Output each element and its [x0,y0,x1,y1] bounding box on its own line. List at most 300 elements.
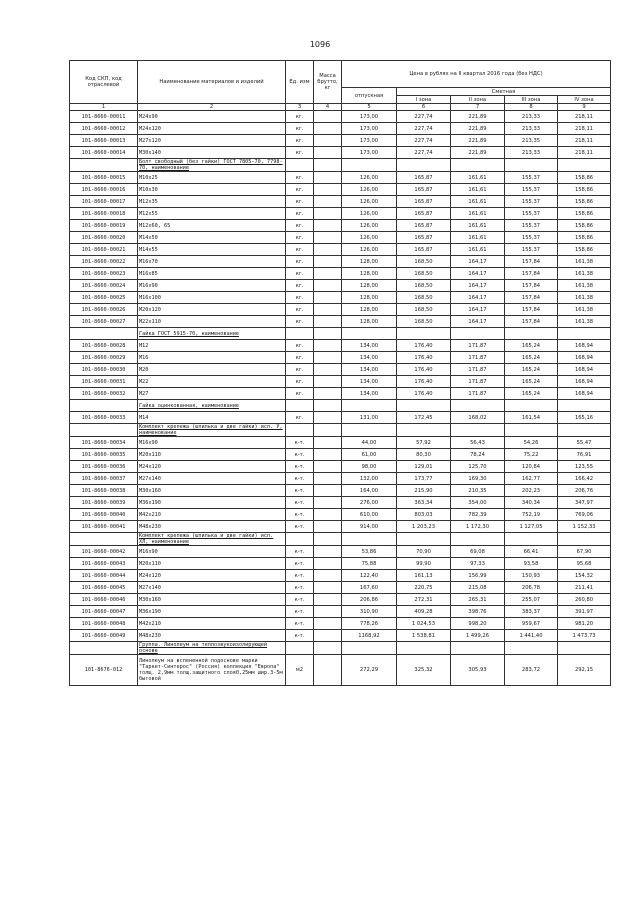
mass-cell [314,655,342,686]
release-price-cell: 310,90 [342,606,397,618]
zone-3-price-cell: 162,77 [505,473,558,485]
empty-cell [451,533,505,546]
zone-3-price-cell: 752,19 [505,509,558,521]
zone-4-price-cell: 168,94 [558,376,611,388]
unit-cell: к-т. [286,449,314,461]
unit-cell: кг. [286,388,314,400]
code-cell: 101-8660-00034 [70,437,138,449]
zone-4-price-cell: 158,86 [558,220,611,232]
zone-3-price-cell: 206,78 [505,582,558,594]
mass-cell [314,111,342,123]
empty-cell [397,533,451,546]
unit-cell: к-т. [286,437,314,449]
zone-3-price-cell: 165,24 [505,376,558,388]
header-mass: Масса брутто, кг [314,61,342,104]
mass-cell [314,304,342,316]
table-row [70,220,611,232]
zone-3-price-cell: 202,23 [505,485,558,497]
zone-4-price-cell: 211,41 [558,582,611,594]
name-cell: Линолеум на вспененной подоснове марки "Таркет-Синтерос" (Россия) коллекция "Европа" толщ. 2,9мм толщ.защитного слоя0,25мм шир.3-5м бытовой [138,655,286,686]
zone-2-price-cell: 210,35 [451,485,505,497]
zone-2-price-cell: 398,76 [451,606,505,618]
name-cell: M16 [138,352,286,364]
zone-3-price-cell: 213,33 [505,147,558,159]
empty-cell [286,400,314,412]
zone-4-price-cell: 161,38 [558,280,611,292]
col-number: 9 [558,104,611,111]
name-cell: M36x190 [138,606,286,618]
table-row [70,521,611,533]
name-cell: M16x85 [138,268,286,280]
release-price-cell: 173,00 [342,135,397,147]
name-cell: M14x50 [138,232,286,244]
table-row [70,461,611,473]
unit-cell: кг. [286,111,314,123]
zone-1-price-cell: 165,87 [397,208,451,220]
zone-1-price-cell: 227,74 [397,123,451,135]
zone-2-price-cell: 125,70 [451,461,505,473]
zone-4-price-cell: 218,11 [558,135,611,147]
name-cell: M27x120 [138,135,286,147]
header-zone-3: III зона [505,96,558,104]
group-row [70,328,611,340]
empty-cell [314,642,342,655]
zone-1-price-cell: 1 203,23 [397,521,451,533]
table-row [70,111,611,123]
name-cell: M12x35 [138,196,286,208]
mass-cell [314,449,342,461]
mass-cell [314,364,342,376]
name-cell: M27x140 [138,473,286,485]
release-price-cell: 126,00 [342,244,397,256]
empty-cell [286,424,314,437]
unit-cell: кг. [286,196,314,208]
name-cell: M16x100 [138,292,286,304]
mass-cell [314,497,342,509]
zone-3-price-cell: 165,24 [505,388,558,400]
zone-2-price-cell: 171,87 [451,352,505,364]
unit-cell: кг. [286,376,314,388]
code-cell: 101-8660-00041 [70,521,138,533]
zone-4-price-cell: 391,97 [558,606,611,618]
table-row [70,147,611,159]
zone-3-price-cell: 157,84 [505,316,558,328]
zone-1-price-cell: 176,40 [397,376,451,388]
unit-cell: кг. [286,316,314,328]
empty-cell [342,328,397,340]
group-row [70,424,611,437]
release-price-cell: 134,00 [342,352,397,364]
name-cell: M22 [138,376,286,388]
unit-cell: к-т. [286,473,314,485]
name-cell: M30x140 [138,147,286,159]
table-row [70,655,611,686]
code-cell: 101-8660-00038 [70,485,138,497]
name-cell: M20x110 [138,558,286,570]
release-price-cell: 126,00 [342,184,397,196]
header-zone-4: IV зона [558,96,611,104]
zone-4-price-cell: 161,38 [558,304,611,316]
release-price-cell: 128,00 [342,280,397,292]
unit-cell: к-т. [286,485,314,497]
empty-cell [397,424,451,437]
table-row [70,558,611,570]
empty-cell [451,400,505,412]
table-row [70,594,611,606]
zone-1-price-cell: 227,74 [397,111,451,123]
name-cell: M14 [138,412,286,424]
mass-cell [314,256,342,268]
empty-cell [286,159,314,172]
release-price-cell: 778,26 [342,618,397,630]
empty-cell [505,424,558,437]
zone-1-price-cell: 1 538,81 [397,630,451,642]
code-cell [70,533,138,546]
zone-3-price-cell: 157,84 [505,304,558,316]
zone-4-price-cell: 161,38 [558,256,611,268]
zone-4-price-cell: 218,11 [558,147,611,159]
zone-2-price-cell: 221,89 [451,123,505,135]
empty-cell [505,328,558,340]
release-price-cell: 206,86 [342,594,397,606]
zone-3-price-cell: 157,84 [505,268,558,280]
table-row [70,316,611,328]
zone-1-price-cell: 70,90 [397,546,451,558]
unit-cell: к-т. [286,521,314,533]
release-price-cell: 610,00 [342,509,397,521]
unit-cell: к-т. [286,570,314,582]
name-cell: M16x90 [138,280,286,292]
table-row [70,280,611,292]
zone-4-price-cell: 769,06 [558,509,611,521]
code-cell: 101-8660-00020 [70,232,138,244]
unit-cell: кг. [286,123,314,135]
mass-cell [314,388,342,400]
zone-1-price-cell: 803,03 [397,509,451,521]
unit-cell: кг. [286,244,314,256]
mass-cell [314,606,342,618]
name-cell: M16x90 [138,437,286,449]
empty-cell [451,642,505,655]
empty-cell [314,424,342,437]
table-row [70,497,611,509]
zone-3-price-cell: 165,24 [505,340,558,352]
zone-2-price-cell: 1 499,26 [451,630,505,642]
zone-1-price-cell: 363,34 [397,497,451,509]
empty-cell [342,159,397,172]
release-price-cell: 134,00 [342,340,397,352]
zone-2-price-cell: 782,39 [451,509,505,521]
mass-cell [314,220,342,232]
zone-4-price-cell: 168,94 [558,340,611,352]
zone-2-price-cell: 171,87 [451,340,505,352]
mass-cell [314,340,342,352]
zone-3-price-cell: 120,84 [505,461,558,473]
code-cell: 101-8660-00017 [70,196,138,208]
code-cell: 101-8660-00029 [70,352,138,364]
mass-cell [314,123,342,135]
table-row [70,292,611,304]
mass-cell [314,208,342,220]
zone-2-price-cell: 164,17 [451,316,505,328]
mass-cell [314,184,342,196]
zone-1-price-cell: 168,50 [397,280,451,292]
code-cell: 101-8660-00011 [70,111,138,123]
name-cell: M27 [138,388,286,400]
column-numbers-row [70,104,611,111]
empty-cell [342,642,397,655]
empty-cell [505,159,558,172]
zone-1-price-cell: 272,31 [397,594,451,606]
unit-cell: кг. [286,220,314,232]
zone-2-price-cell: 164,17 [451,280,505,292]
zone-1-price-cell: 168,50 [397,256,451,268]
mass-cell [314,594,342,606]
zone-3-price-cell: 283,72 [505,655,558,686]
zone-2-price-cell: 221,89 [451,135,505,147]
zone-3-price-cell: 383,37 [505,606,558,618]
zone-1-price-cell: 168,50 [397,316,451,328]
mass-cell [314,509,342,521]
table-row [70,618,611,630]
empty-cell [314,159,342,172]
zone-3-price-cell: 155,37 [505,232,558,244]
unit-cell: к-т. [286,558,314,570]
release-price-cell: 134,00 [342,388,397,400]
table-row [70,582,611,594]
release-price-cell: 173,00 [342,123,397,135]
release-price-cell: 128,00 [342,268,397,280]
header-price-title: Цена в рублях на II квартал 2016 года (без НДС) [342,61,611,88]
empty-cell [342,400,397,412]
zone-3-price-cell: 155,37 [505,172,558,184]
zone-4-price-cell: 168,94 [558,388,611,400]
mass-cell [314,521,342,533]
release-price-cell: 132,00 [342,473,397,485]
zone-3-price-cell: 155,37 [505,208,558,220]
code-cell: 101-8660-00014 [70,147,138,159]
mass-cell [314,376,342,388]
table-body [70,111,611,686]
zone-4-price-cell: 260,80 [558,594,611,606]
zone-4-price-cell: 292,15 [558,655,611,686]
col-number: 1 [70,104,138,111]
table-row [70,546,611,558]
code-cell [70,159,138,172]
code-cell: 101-8660-00039 [70,497,138,509]
mass-cell [314,630,342,642]
col-number: 2 [138,104,286,111]
zone-1-price-cell: 227,74 [397,135,451,147]
zone-3-price-cell: 161,54 [505,412,558,424]
code-cell: 101-8660-00022 [70,256,138,268]
unit-cell: м2 [286,655,314,686]
zone-1-price-cell: 129,01 [397,461,451,473]
unit-cell: кг. [286,208,314,220]
mass-cell [314,172,342,184]
header-zone-2: II зона [451,96,505,104]
zone-2-price-cell: 305,93 [451,655,505,686]
mass-cell [314,316,342,328]
mass-cell [314,558,342,570]
empty-cell [451,159,505,172]
release-price-cell: 167,60 [342,582,397,594]
price-table [69,60,611,686]
header-unit: Ед. изм [286,61,314,104]
table-row [70,630,611,642]
zone-2-price-cell: 161,61 [451,220,505,232]
zone-2-price-cell: 161,61 [451,232,505,244]
col-number: 5 [342,104,397,111]
zone-1-price-cell: 80,30 [397,449,451,461]
group-name: Гайка оцинкованная, наименование [138,400,286,412]
group-name: Группа. Линолеум на теплозвукоизолирующей основе [138,642,286,655]
table-row [70,352,611,364]
empty-cell [558,159,611,172]
table-row [70,509,611,521]
code-cell: 101-8660-00023 [70,268,138,280]
table-row [70,135,611,147]
page-number: 1096 [309,40,331,49]
zone-2-price-cell: 171,87 [451,364,505,376]
name-cell: M12 [138,340,286,352]
name-cell: M42x210 [138,618,286,630]
table-row [70,412,611,424]
zone-3-price-cell: 155,37 [505,220,558,232]
code-cell [70,642,138,655]
table-row [70,172,611,184]
zone-1-price-cell: 215,90 [397,485,451,497]
zone-2-price-cell: 215,08 [451,582,505,594]
release-price-cell: 75,88 [342,558,397,570]
zone-2-price-cell: 161,61 [451,172,505,184]
release-price-cell: 128,00 [342,304,397,316]
zone-1-price-cell: 165,87 [397,196,451,208]
zone-2-price-cell: 221,89 [451,111,505,123]
release-price-cell: 98,00 [342,461,397,473]
empty-cell [397,642,451,655]
zone-2-price-cell: 354,00 [451,497,505,509]
zone-3-price-cell: 75,22 [505,449,558,461]
zone-3-price-cell: 213,33 [505,111,558,123]
release-price-cell: 128,00 [342,292,397,304]
code-cell: 101-8660-00030 [70,364,138,376]
zone-1-price-cell: 168,50 [397,268,451,280]
group-row [70,400,611,412]
empty-cell [286,642,314,655]
name-cell: M30x160 [138,485,286,497]
group-row [70,533,611,546]
code-cell: 101-8660-00043 [70,558,138,570]
zone-3-price-cell: 165,24 [505,352,558,364]
code-cell: 101-8660-00049 [70,630,138,642]
mass-cell [314,582,342,594]
code-cell: 101-8660-00012 [70,123,138,135]
table-row [70,256,611,268]
group-name: Комплект крепежа (шпилька и две гайки) исп. ХЛ, наименование [138,533,286,546]
empty-cell [342,533,397,546]
zone-2-price-cell: 164,17 [451,304,505,316]
mass-cell [314,147,342,159]
zone-2-price-cell: 171,87 [451,388,505,400]
zone-1-price-cell: 409,28 [397,606,451,618]
code-cell: 101-8660-00021 [70,244,138,256]
release-price-cell: 914,00 [342,521,397,533]
unit-cell: кг. [286,184,314,196]
name-cell: M22x110 [138,316,286,328]
empty-cell [397,400,451,412]
empty-cell [397,159,451,172]
zone-4-price-cell: 158,86 [558,172,611,184]
code-cell: 101-8660-00047 [70,606,138,618]
zone-3-price-cell: 66,41 [505,546,558,558]
mass-cell [314,196,342,208]
header-name: Наименование материалов и изделий [138,61,286,104]
unit-cell: к-т. [286,509,314,521]
name-cell: M48x230 [138,630,286,642]
zone-4-price-cell: 158,86 [558,196,611,208]
release-price-cell: 44,00 [342,437,397,449]
code-cell: 101-8660-00032 [70,388,138,400]
zone-3-price-cell: 155,37 [505,196,558,208]
zone-3-price-cell: 157,84 [505,256,558,268]
table-row [70,244,611,256]
header-release: отпускная [342,88,397,104]
zone-1-price-cell: 1 024,53 [397,618,451,630]
zone-3-price-cell: 340,34 [505,497,558,509]
zone-2-price-cell: 169,30 [451,473,505,485]
code-cell: 101-8660-00040 [70,509,138,521]
unit-cell: кг. [286,364,314,376]
zone-2-price-cell: 156,99 [451,570,505,582]
zone-1-price-cell: 220,75 [397,582,451,594]
zone-4-price-cell: 161,38 [558,292,611,304]
empty-cell [314,328,342,340]
zone-1-price-cell: 57,92 [397,437,451,449]
name-cell: M16x90 [138,546,286,558]
name-cell: M24x120 [138,461,286,473]
release-price-cell: 126,00 [342,208,397,220]
zone-1-price-cell: 176,40 [397,340,451,352]
code-cell: 101-8660-00031 [70,376,138,388]
zone-1-price-cell: 172,45 [397,412,451,424]
zone-4-price-cell: 158,86 [558,208,611,220]
empty-cell [505,642,558,655]
mass-cell [314,473,342,485]
code-cell: 101-8660-00044 [70,570,138,582]
zone-2-price-cell: 56,43 [451,437,505,449]
unit-cell: к-т. [286,618,314,630]
col-number: 7 [451,104,505,111]
name-cell: M10x25 [138,172,286,184]
code-cell: 101-8660-00016 [70,184,138,196]
zone-1-price-cell: 165,87 [397,244,451,256]
zone-1-price-cell: 176,40 [397,352,451,364]
code-cell: 101-8660-00036 [70,461,138,473]
mass-cell [314,570,342,582]
zone-1-price-cell: 168,50 [397,292,451,304]
release-price-cell: 122,40 [342,570,397,582]
table-row [70,473,611,485]
zone-4-price-cell: 123,55 [558,461,611,473]
release-price-cell: 276,00 [342,497,397,509]
col-number: 3 [286,104,314,111]
code-cell: 101-8660-00015 [70,172,138,184]
mass-cell [314,461,342,473]
empty-cell [314,400,342,412]
zone-2-price-cell: 164,17 [451,268,505,280]
zone-2-price-cell: 161,61 [451,208,505,220]
